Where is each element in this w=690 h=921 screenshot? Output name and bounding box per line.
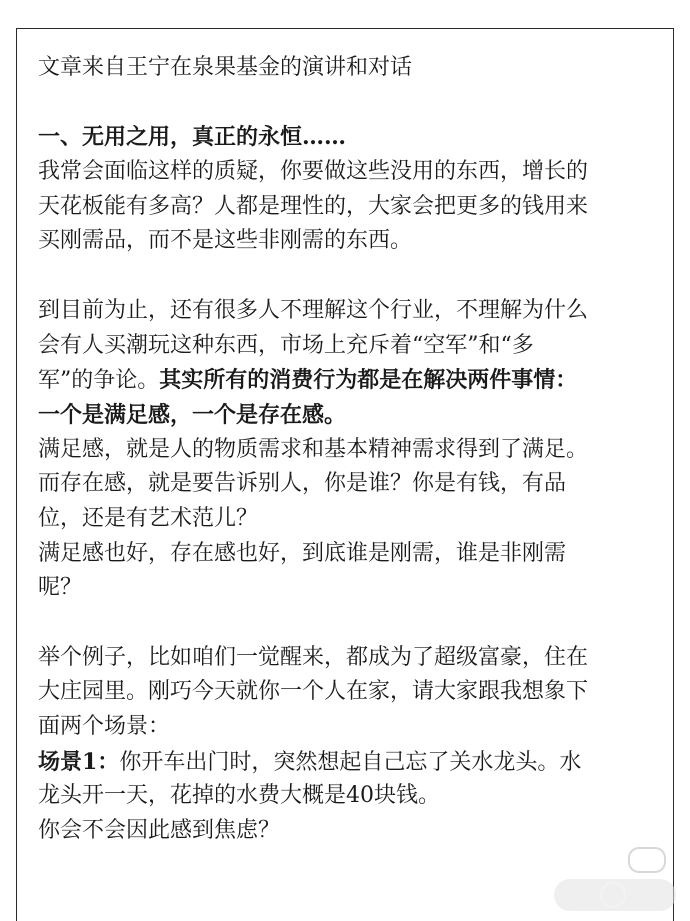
article-title: 文章来自王宁在泉果基金的演讲和对话	[38, 55, 413, 80]
watermark-badge-icon	[628, 847, 666, 873]
paragraph-line: 你会不会因此感到焦虑？	[38, 818, 281, 844]
watermark-icon	[554, 879, 676, 911]
paragraph-line: 到目前为止，还有很多人不理解这个行业，不理解为什么	[38, 297, 589, 323]
bold-text-run: 其实所有的消费行为都是在解决两件事情：	[159, 367, 578, 394]
spacer	[38, 259, 658, 294]
spacer	[38, 606, 658, 641]
bold-paragraph-line: 一个是满足感，一个是存在感。	[38, 401, 347, 428]
paragraph-line: 大庄园里。刚巧今天就你一个人在家，请大家跟我想象下	[38, 679, 589, 705]
paragraph-line: 龙头开一天，花掉的水费大概是40块钱。	[38, 783, 440, 809]
paragraph-line: 会有人买潮玩这种东西，市场上充斥着“空军”和“多	[38, 332, 534, 358]
paragraph-line: 面两个场景：	[38, 714, 171, 740]
paragraph-line: 满足感也好，存在感也好，到底谁是刚需，谁是非刚需	[38, 540, 567, 566]
paragraph-line: 买刚需品，而不是这些非刚需的东西。	[38, 228, 413, 254]
paragraph-line: 而存在感，就是要告诉别人，你是谁？你是有钱，有品	[38, 471, 567, 497]
paragraph-line: 举个例子，比如咱们一觉醒来，都成为了超级富豪，住在	[38, 644, 589, 670]
scene-label: 场景1：	[38, 748, 120, 775]
paragraph-line: 满足感，就是人的物质需求和基本精神需求得到了满足。	[38, 436, 589, 462]
paragraph-line: 位，还是有艺术范儿？	[38, 505, 259, 531]
paragraph-line: 天花板能有多高？人都是理性的，大家会把更多的钱用来	[38, 193, 589, 219]
paragraph-line: 呢？	[38, 575, 83, 601]
scene-line	[38, 745, 658, 780]
paragraph-line: 我常会面临这样的质疑，你要做这些没用的东西，增长的	[38, 159, 589, 185]
paragraph-line	[38, 363, 658, 398]
section-heading: 一、无用之用，真正的永恒……	[38, 124, 347, 151]
text-run: 军”的争论。	[38, 368, 160, 394]
watermark-logo-icon	[600, 882, 626, 908]
spacer	[38, 86, 658, 121]
scene-text: 你开车出门时，突然想起自己忘了关水龙头。水	[119, 749, 582, 775]
document-frame	[16, 28, 674, 921]
article-body	[38, 51, 658, 849]
